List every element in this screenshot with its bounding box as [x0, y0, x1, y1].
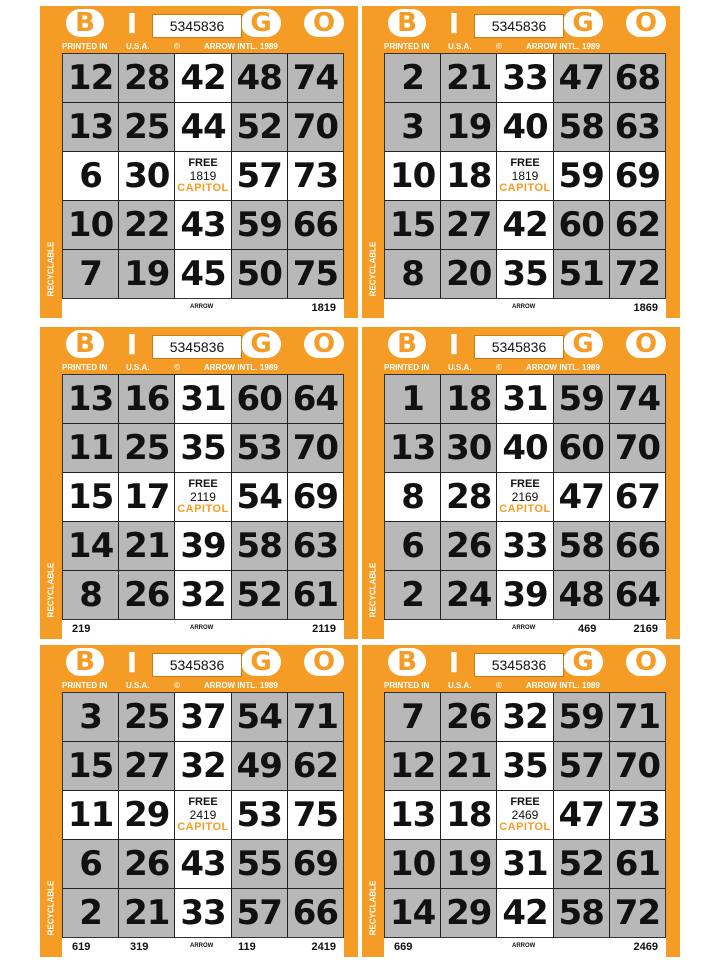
number-cell[interactable]: 27 — [119, 742, 174, 790]
number-cell[interactable]: 62 — [610, 201, 665, 249]
number-cell[interactable]: 35 — [175, 424, 230, 472]
number-cell[interactable]: 70 — [610, 742, 665, 790]
bingo-letter-o: O — [304, 9, 344, 37]
number-cell[interactable]: 3 — [63, 693, 118, 741]
bingo-card — [40, 645, 358, 957]
number-cell[interactable]: 57 — [232, 152, 287, 200]
printed-in-text: PRINTED IN — [384, 42, 430, 51]
number-cell[interactable]: 64 — [288, 375, 343, 423]
recyclable-text: RECYCLABLE — [46, 241, 56, 297]
card-footer — [384, 299, 666, 318]
number-cell[interactable]: 59 — [554, 693, 609, 741]
number-cell[interactable]: 64 — [610, 571, 665, 619]
serial-number: 5345836 — [152, 653, 242, 677]
bingo-letter-o: O — [626, 9, 666, 37]
number-cell[interactable]: 58 — [554, 889, 609, 937]
recycle-label — [366, 873, 380, 943]
company-text: ARROW INTL. — [526, 42, 580, 51]
number-cell[interactable]: 2 — [63, 889, 118, 937]
number-cell[interactable]: 70 — [610, 424, 665, 472]
company-text: ARROW INTL. — [204, 363, 258, 372]
recyclable-text: RECYCLABLE — [46, 562, 56, 618]
number-cell[interactable]: 45 — [175, 250, 230, 298]
number-grid — [384, 692, 666, 938]
number-cell[interactable]: 42 — [497, 201, 552, 249]
usa-text: U.S.A. — [448, 681, 472, 690]
number-grid — [384, 374, 666, 620]
free-brand: CAPITOL — [177, 182, 229, 194]
number-cell[interactable]: 26 — [441, 693, 496, 741]
number-cell[interactable]: 15 — [63, 742, 118, 790]
bingo-letter-o: O — [304, 648, 344, 676]
free-space[interactable] — [175, 791, 230, 839]
number-grid — [62, 374, 344, 620]
number-cell[interactable]: 8 — [385, 473, 440, 521]
number-cell[interactable]: 53 — [232, 424, 287, 472]
usa-text: U.S.A. — [448, 363, 472, 372]
number-cell[interactable]: 6 — [63, 840, 118, 888]
number-cell[interactable]: 3 — [385, 103, 440, 151]
bingo-letter-g: G — [241, 330, 281, 358]
number-cell[interactable]: 26 — [119, 840, 174, 888]
number-cell[interactable]: 24 — [441, 571, 496, 619]
number-cell[interactable]: 35 — [497, 742, 552, 790]
number-cell[interactable]: 16 — [119, 375, 174, 423]
bingo-letter-o: O — [626, 330, 666, 358]
bingo-letter-b: B — [388, 648, 426, 676]
bingo-letter-o: O — [626, 648, 666, 676]
number-cell[interactable]: 49 — [232, 742, 287, 790]
number-cell[interactable]: 43 — [175, 840, 230, 888]
number-cell[interactable]: 22 — [119, 201, 174, 249]
number-cell[interactable]: 29 — [119, 791, 174, 839]
bingo-letter-o: O — [304, 330, 344, 358]
number-cell[interactable]: 60 — [554, 424, 609, 472]
footer-brand: ARROW — [512, 304, 536, 310]
footer-right-number: 1869 — [633, 302, 658, 314]
print-info — [384, 363, 674, 373]
free-label: FREE — [510, 796, 540, 808]
number-cell[interactable]: 66 — [610, 522, 665, 570]
footer-brand: ARROW — [190, 304, 214, 310]
printed-in-text: PRINTED IN — [384, 363, 430, 372]
free-brand: CAPITOL — [177, 503, 229, 515]
free-label: FREE — [510, 157, 540, 169]
bingo-letter-b: B — [66, 648, 104, 676]
number-cell[interactable]: 13 — [385, 791, 440, 839]
serial-number: 5345836 — [152, 335, 242, 359]
number-cell[interactable]: 14 — [385, 889, 440, 937]
free-label: FREE — [188, 478, 218, 490]
number-cell[interactable]: 69 — [610, 152, 665, 200]
number-cell[interactable]: 62 — [288, 742, 343, 790]
copyright-text: © — [174, 681, 180, 690]
free-label: FREE — [510, 478, 540, 490]
number-cell[interactable]: 8 — [385, 250, 440, 298]
card-header — [362, 6, 680, 42]
number-cell[interactable]: 70 — [288, 103, 343, 151]
number-cell[interactable]: 48 — [554, 571, 609, 619]
footer-mid-number: 119 — [238, 941, 256, 953]
number-cell[interactable]: 21 — [119, 522, 174, 570]
card-header — [362, 327, 680, 363]
printed-in-text: PRINTED IN — [62, 363, 108, 372]
number-cell[interactable]: 32 — [175, 742, 230, 790]
number-cell[interactable]: 40 — [497, 424, 552, 472]
number-cell[interactable]: 25 — [119, 424, 174, 472]
number-cell[interactable]: 31 — [497, 375, 552, 423]
printed-in-text: PRINTED IN — [62, 42, 108, 51]
footer-right-number: 1819 — [311, 302, 336, 314]
footer-left-number-2: 319 — [130, 941, 149, 953]
year-text: 1989 — [582, 681, 600, 690]
bingo-letter-g: G — [563, 9, 603, 37]
recycle-label — [44, 555, 58, 625]
number-cell[interactable]: 15 — [63, 473, 118, 521]
copyright-text: © — [496, 681, 502, 690]
number-cell[interactable]: 47 — [554, 54, 609, 102]
number-cell[interactable]: 14 — [63, 522, 118, 570]
number-cell[interactable]: 12 — [63, 54, 118, 102]
number-grid — [62, 53, 344, 299]
number-cell[interactable]: 18 — [441, 152, 496, 200]
bingo-letter-b: B — [388, 330, 426, 358]
company-text: ARROW INTL. — [526, 363, 580, 372]
number-cell[interactable]: 58 — [232, 522, 287, 570]
number-cell[interactable]: 32 — [175, 571, 230, 619]
number-cell[interactable]: 44 — [175, 103, 230, 151]
number-cell[interactable]: 12 — [385, 742, 440, 790]
number-cell[interactable]: 18 — [441, 375, 496, 423]
number-cell[interactable]: 72 — [610, 250, 665, 298]
number-cell[interactable]: 33 — [175, 889, 230, 937]
number-cell[interactable]: 28 — [441, 473, 496, 521]
number-cell[interactable]: 21 — [441, 54, 496, 102]
card-header — [40, 645, 358, 681]
card-header — [362, 645, 680, 681]
number-cell[interactable]: 17 — [119, 473, 174, 521]
number-cell[interactable]: 19 — [441, 103, 496, 151]
free-brand: CAPITOL — [499, 503, 551, 515]
free-label: FREE — [188, 796, 218, 808]
year-text: 1989 — [582, 42, 600, 51]
copyright-text: © — [174, 42, 180, 51]
number-cell[interactable]: 74 — [610, 375, 665, 423]
number-cell[interactable]: 58 — [554, 522, 609, 570]
number-cell[interactable]: 59 — [554, 375, 609, 423]
footer-left-number: 219 — [72, 623, 91, 635]
footer-right-number: 2469 — [633, 941, 658, 953]
number-cell[interactable]: 27 — [441, 201, 496, 249]
number-cell[interactable]: 54 — [232, 693, 287, 741]
bingo-card — [40, 6, 358, 318]
number-cell[interactable]: 28 — [119, 54, 174, 102]
footer-brand: ARROW — [190, 625, 214, 631]
card-header — [40, 6, 358, 42]
number-cell[interactable]: 7 — [385, 693, 440, 741]
footer-left-number: 619 — [72, 941, 91, 953]
recycle-label — [44, 234, 58, 304]
print-info — [62, 363, 352, 373]
number-cell[interactable]: 2 — [385, 571, 440, 619]
number-cell[interactable]: 71 — [610, 693, 665, 741]
number-cell[interactable]: 25 — [119, 693, 174, 741]
copyright-text: © — [496, 363, 502, 372]
recycle-label — [366, 555, 380, 625]
number-cell[interactable]: 26 — [119, 571, 174, 619]
free-space[interactable] — [497, 152, 552, 200]
number-cell[interactable]: 8 — [63, 571, 118, 619]
serial-number: 5345836 — [474, 14, 564, 38]
free-space[interactable] — [497, 791, 552, 839]
bingo-letter-g: G — [241, 9, 281, 37]
number-cell[interactable]: 26 — [441, 522, 496, 570]
free-number: 1819 — [511, 169, 539, 183]
number-cell[interactable]: 10 — [63, 201, 118, 249]
bingo-letter-i: I — [448, 327, 460, 361]
number-cell[interactable]: 13 — [63, 103, 118, 151]
number-cell[interactable]: 54 — [232, 473, 287, 521]
number-cell[interactable]: 40 — [497, 103, 552, 151]
bingo-letter-b: B — [388, 9, 426, 37]
card-footer — [62, 938, 344, 957]
number-cell[interactable]: 66 — [288, 889, 343, 937]
free-brand: CAPITOL — [499, 182, 551, 194]
number-cell[interactable]: 53 — [232, 791, 287, 839]
number-cell[interactable]: 59 — [232, 201, 287, 249]
number-cell[interactable]: 61 — [288, 571, 343, 619]
number-cell[interactable]: 30 — [441, 424, 496, 472]
number-cell[interactable]: 51 — [554, 250, 609, 298]
number-cell[interactable]: 7 — [63, 250, 118, 298]
year-text: 1989 — [582, 363, 600, 372]
recyclable-text: RECYCLABLE — [368, 562, 378, 618]
number-cell[interactable]: 35 — [497, 250, 552, 298]
printed-in-text: PRINTED IN — [62, 681, 108, 690]
number-cell[interactable]: 43 — [175, 201, 230, 249]
number-cell[interactable]: 33 — [497, 54, 552, 102]
usa-text: U.S.A. — [126, 42, 150, 51]
number-cell[interactable]: 6 — [385, 522, 440, 570]
number-cell[interactable]: 29 — [441, 889, 496, 937]
card-footer — [384, 620, 666, 639]
recyclable-text: RECYCLABLE — [368, 880, 378, 936]
footer-brand: ARROW — [512, 625, 536, 631]
number-cell[interactable]: 73 — [610, 791, 665, 839]
free-label: FREE — [188, 157, 218, 169]
number-cell[interactable]: 42 — [497, 889, 552, 937]
number-cell[interactable]: 21 — [119, 889, 174, 937]
bingo-letter-i: I — [126, 6, 138, 40]
footer-right-number: 2419 — [311, 941, 336, 953]
copyright-text: © — [174, 363, 180, 372]
number-cell[interactable]: 73 — [288, 152, 343, 200]
number-cell[interactable]: 39 — [497, 571, 552, 619]
footer-brand: ARROW — [512, 943, 536, 949]
number-cell[interactable]: 25 — [119, 103, 174, 151]
recyclable-text: RECYCLABLE — [368, 241, 378, 297]
bingo-letter-b: B — [66, 9, 104, 37]
free-number: 1819 — [189, 169, 217, 183]
number-cell[interactable]: 6 — [63, 152, 118, 200]
number-cell[interactable]: 75 — [288, 791, 343, 839]
number-cell[interactable]: 48 — [232, 54, 287, 102]
recyclable-text: RECYCLABLE — [46, 880, 56, 936]
free-brand: CAPITOL — [499, 821, 551, 833]
print-info — [384, 681, 674, 691]
footer-right-number: 2119 — [312, 623, 336, 635]
bingo-letter-i: I — [448, 645, 460, 679]
company-text: ARROW INTL. — [526, 681, 580, 690]
number-cell[interactable]: 37 — [175, 693, 230, 741]
number-cell[interactable]: 69 — [288, 840, 343, 888]
number-cell[interactable]: 70 — [288, 424, 343, 472]
number-cell[interactable]: 32 — [497, 693, 552, 741]
number-cell[interactable]: 61 — [610, 840, 665, 888]
free-brand: CAPITOL — [177, 821, 229, 833]
bingo-letter-g: G — [563, 648, 603, 676]
free-number: 2469 — [511, 808, 539, 822]
number-cell[interactable]: 13 — [63, 375, 118, 423]
number-cell[interactable]: 52 — [232, 571, 287, 619]
free-space[interactable] — [175, 473, 230, 521]
print-info — [384, 42, 674, 52]
number-cell[interactable]: 39 — [175, 522, 230, 570]
number-cell[interactable]: 19 — [119, 250, 174, 298]
bingo-card — [362, 327, 680, 639]
number-cell[interactable]: 52 — [232, 103, 287, 151]
number-grid — [384, 53, 666, 299]
print-info — [62, 42, 352, 52]
serial-number: 5345836 — [474, 335, 564, 359]
free-number: 2119 — [190, 490, 216, 504]
number-cell[interactable]: 68 — [610, 54, 665, 102]
free-space[interactable] — [175, 152, 230, 200]
number-cell[interactable]: 50 — [232, 250, 287, 298]
number-cell[interactable]: 10 — [385, 840, 440, 888]
serial-number: 5345836 — [152, 14, 242, 38]
number-cell[interactable]: 31 — [175, 375, 230, 423]
footer-left-number: 669 — [394, 941, 413, 953]
company-text: ARROW INTL. — [204, 42, 258, 51]
number-cell[interactable]: 75 — [288, 250, 343, 298]
footer-mid-number: 469 — [578, 623, 597, 635]
recycle-label — [44, 873, 58, 943]
number-cell[interactable]: 71 — [288, 693, 343, 741]
usa-text: U.S.A. — [126, 363, 150, 372]
print-info — [62, 681, 352, 691]
number-cell[interactable]: 60 — [232, 375, 287, 423]
free-number: 2169 — [511, 490, 539, 504]
bingo-card — [362, 6, 680, 318]
year-text: 1989 — [260, 42, 278, 51]
bingo-letter-g: G — [241, 648, 281, 676]
copyright-text: © — [496, 42, 502, 51]
free-number: 2419 — [189, 808, 217, 822]
number-cell[interactable]: 33 — [497, 522, 552, 570]
number-cell[interactable]: 58 — [554, 103, 609, 151]
card-footer — [62, 299, 344, 318]
bingo-letter-i: I — [126, 645, 138, 679]
number-cell[interactable]: 74 — [288, 54, 343, 102]
usa-text: U.S.A. — [126, 681, 150, 690]
bingo-card — [40, 327, 358, 639]
number-cell[interactable]: 11 — [63, 791, 118, 839]
number-cell[interactable]: 72 — [610, 889, 665, 937]
footer-right-number: 2169 — [633, 623, 658, 635]
year-text: 1989 — [260, 363, 278, 372]
number-cell[interactable]: 19 — [441, 840, 496, 888]
number-cell[interactable]: 60 — [554, 201, 609, 249]
number-cell[interactable]: 47 — [554, 791, 609, 839]
number-cell[interactable]: 2 — [385, 54, 440, 102]
number-cell[interactable]: 11 — [63, 424, 118, 472]
number-cell[interactable]: 52 — [554, 840, 609, 888]
free-space[interactable] — [497, 473, 552, 521]
card-footer — [62, 620, 344, 639]
usa-text: U.S.A. — [448, 42, 472, 51]
number-cell[interactable]: 10 — [385, 152, 440, 200]
recycle-label — [366, 234, 380, 304]
company-text: ARROW INTL. — [204, 681, 258, 690]
serial-number: 5345836 — [474, 653, 564, 677]
number-cell[interactable]: 55 — [232, 840, 287, 888]
number-cell[interactable]: 63 — [610, 103, 665, 151]
bingo-letter-g: G — [563, 330, 603, 358]
footer-brand: ARROW — [190, 943, 214, 949]
number-cell[interactable]: 18 — [441, 791, 496, 839]
number-cell[interactable]: 66 — [288, 201, 343, 249]
number-cell[interactable]: 69 — [288, 473, 343, 521]
number-cell[interactable]: 57 — [554, 742, 609, 790]
number-cell[interactable]: 13 — [385, 424, 440, 472]
bingo-letter-i: I — [448, 6, 460, 40]
printed-in-text: PRINTED IN — [384, 681, 430, 690]
number-cell[interactable]: 1 — [385, 375, 440, 423]
number-cell[interactable]: 59 — [554, 152, 609, 200]
bingo-letter-i: I — [126, 327, 138, 361]
card-footer — [384, 938, 666, 957]
bingo-card — [362, 645, 680, 957]
number-cell[interactable]: 30 — [119, 152, 174, 200]
number-cell[interactable]: 20 — [441, 250, 496, 298]
year-text: 1989 — [260, 681, 278, 690]
number-grid — [62, 692, 344, 938]
number-cell[interactable]: 15 — [385, 201, 440, 249]
bingo-letter-b: B — [66, 330, 104, 358]
number-cell[interactable]: 67 — [610, 473, 665, 521]
number-cell[interactable]: 47 — [554, 473, 609, 521]
number-cell[interactable]: 31 — [497, 840, 552, 888]
number-cell[interactable]: 63 — [288, 522, 343, 570]
card-header — [40, 327, 358, 363]
number-cell[interactable]: 21 — [441, 742, 496, 790]
number-cell[interactable]: 57 — [232, 889, 287, 937]
number-cell[interactable]: 42 — [175, 54, 230, 102]
